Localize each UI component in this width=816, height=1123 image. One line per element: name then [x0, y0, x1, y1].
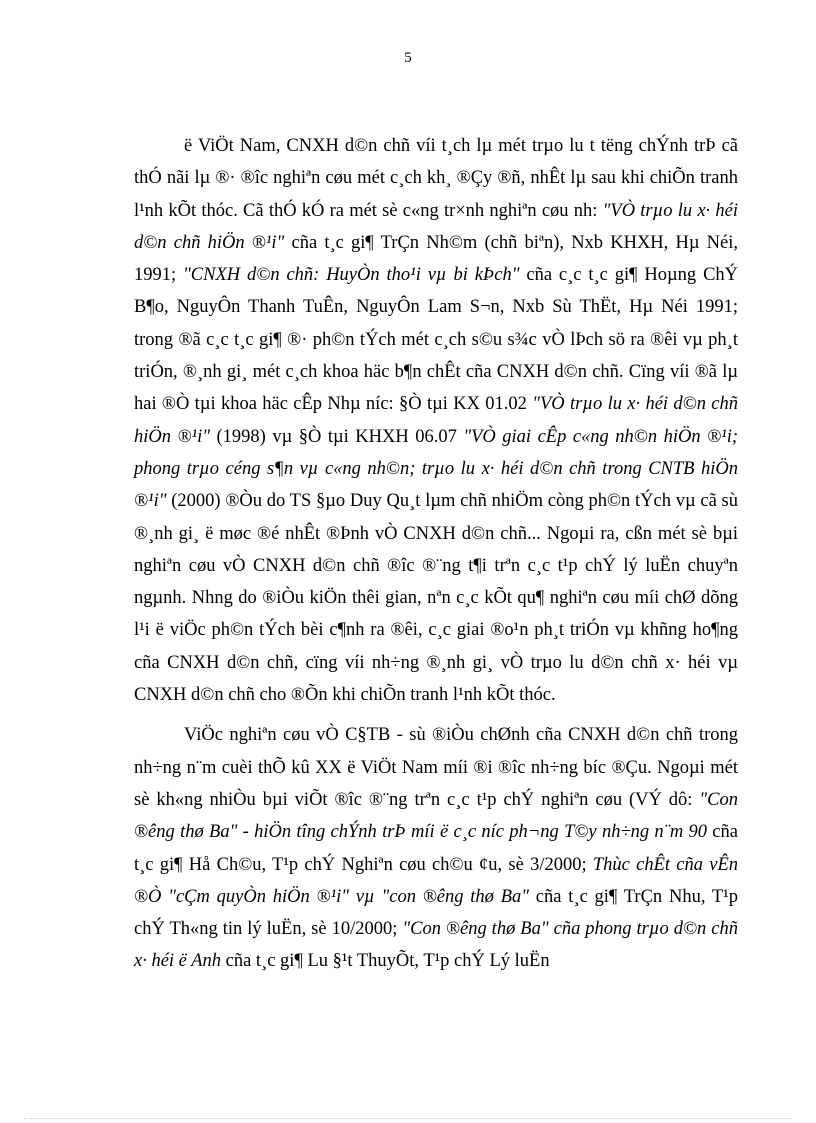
paragraph-2 [134, 719, 738, 977]
text-run: ë ViÖt Nam, CNXH d©n chñ víi t¸ch lµ mét trµo lu t tëng chÝnh trÞ cã thÓ nãi lµ ®· ®îc nghiªn cøu mét c¸ch kh¸ ®Çy ®ñ, nhÊt lµ sau khi chiÕn tranh l¹nh kÕt thóc. Cã thÓ kÓ ra mét sè c«ng tr×nh nghiªn cøu nh: [134, 136, 738, 221]
page-number: 5 [404, 50, 412, 66]
project-title-italic: "VÒ giai cÊp c«ng nh©n hiÖn ®¹i; phong trµo céng s¶n vµ c«ng nh©n; trµo lu x· héi d©n chñ trong CNTB hiÖn ®¹i" [134, 426, 738, 512]
text-run: cña t¸c gi¶ TrÇn Nh©m (chñ biªn), Nxb KHXH, Hµ Néi, 1991; [134, 232, 739, 286]
text-run: ViÖc nghiªn cøu vÒ C§TB - sù ®iÒu chØnh cña CNXH d©n chñ trong nh÷ng n¨m cuèi thÕ kû XX ë ViÖt Nam míi ®i ®îc nh÷ng bíc ®Çu. Ngoµi mét sè kh«ng nhiÒu bµi viÕt ®îc ®¨ng trªn c¸c t¹p chÝ nghiªn cøu (VÝ dô: [134, 725, 738, 810]
project-title-italic: "VÒ trµo lu x· héi d©n chñ hiÖn ®¹i" [134, 394, 738, 447]
paragraph-1 [134, 130, 738, 711]
text-run: cña c¸c t¸c gi¶ Hoµng ChÝ B¶o, NguyÔn Thanh TuÊn, NguyÔn Lam S¬n, Nxb Sù ThËt, Hµ Néi 1991; trong ®ã c¸c t¸c gi¶ ®· ph©n tÝch mét c¸ch s©u s¾c vÒ lÞch sö ra ®êi vµ ph¸t triÓn, ®¸nh gi¸ mét c¸ch khoa häc b¶n chÊt cña CNXH d©n chñ. Cïng víi ®ã lµ hai ®Ò tµi khoa häc cÊp Nhµ níc: §Ò tµi KX 01.02 [134, 265, 739, 415]
book-title-italic: "CNXH d©n chñ: HuyÒn tho¹i vµ bi kÞch" [183, 265, 520, 286]
text-run: cña t¸c gi¶ TrÇn Nhu, T¹p chÝ Th«ng tin lý luËn, sè 10/2000; [134, 886, 738, 940]
book-title-italic: "VÒ trµo lu x· héi d©n chñ hiÖn ®¹i" [134, 200, 738, 253]
text-run: (1998) vµ §Ò tµi KHXH 06.07 [210, 426, 464, 447]
text-run: cña t¸c gi¶ Lu §¹t ThuyÕt, T¹p chÝ Lý luËn [221, 951, 550, 972]
text-run: cña t¸c gi¶ Hå Ch©u, T¹p chÝ Nghiªn cøu ch©u ¢u, sè 3/2000; [134, 822, 738, 875]
text-run: (2000) ®Òu do TS §µo Duy Qu¸t lµm chñ nhiÖm còng ph©n tÝch vµ cã sù ®¸nh gi¸ ë møc ®é nhÊt ®Þnh vÒ CNXH d©n chñ... Ngoµi ra, cßn mét sè bµi nghiªn cøu vÒ CNXH d©n chñ ®îc ®¨ng t¶i trªn c¸c t¹p chÝ lý luËn chuyªn ngµnh. Nhng do ®iÒu kiÖn thêi gian, nªn c¸c kÕt qu¶ nghiªn cøu míi chØ dõng l¹i ë viÖc ph©n tÝch bèi c¶nh ra ®êi, c¸c giai ®o¹n ph¸t triÓn vµ khñng ho¶ng cña CNXH d©n chñ, cïng víi nh÷ng ®¸nh gi¸ vÒ trµo lu d©n chñ x· héi vµ CNXH d©n chñ cho ®Õn khi chiÕn tranh l¹nh kÕt thóc. [134, 491, 738, 706]
page-bottom-divider [24, 1118, 792, 1119]
body-text [134, 130, 738, 978]
article-title-italic: "Con ®êng thø Ba" - hiÖn tîng chÝnh trÞ míi ë c¸c níc ph¬ng T©y nh÷ng n¨m 90 [134, 789, 738, 843]
article-title-italic: "Con ®êng thø Ba" cña phong trµo d©n chñ x· héi ë Anh [134, 919, 739, 972]
article-title-italic: Thùc chÊt cña vÊn ®Ò "cÇm quyÒn hiÖn ®¹i" vµ "con ®êng thø Ba" [134, 854, 739, 907]
